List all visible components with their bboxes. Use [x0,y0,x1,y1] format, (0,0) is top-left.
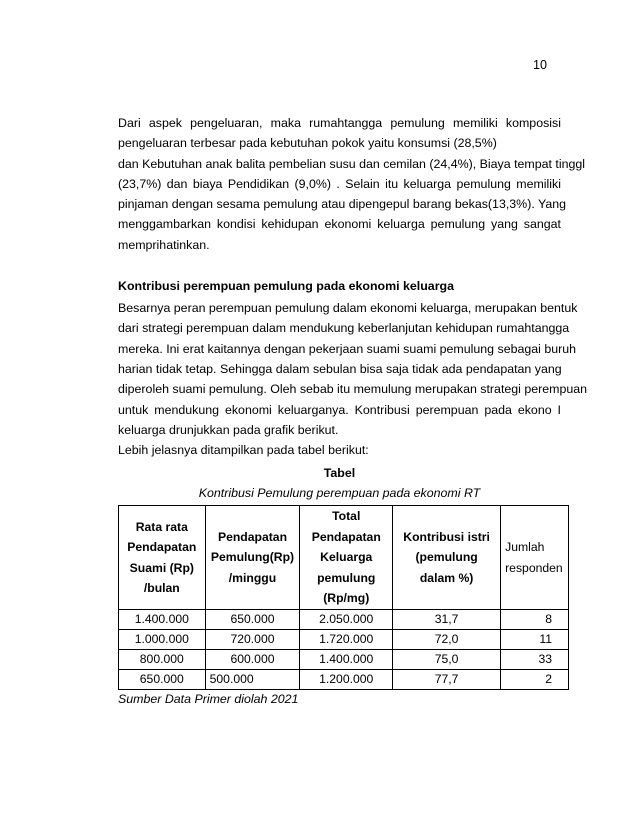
text-line: dan Kebutuhan anak balita pembelian susu dan cemilan (24,4%), Biaya tempat tinggl [118,156,586,171]
table-header-row [119,506,569,610]
table-row [119,669,569,689]
table-row [119,629,569,649]
header-husband-income: Rata rata Pendapatan Suami (Rp) /bulan [119,506,206,610]
text-line: Besarnya peran perempuan pemulung dalam ekonomi keluarga, merupakan bentuk [118,301,578,316]
table-cell: 1.400.000 [300,649,393,669]
table-cell: 1.000.000 [119,629,206,649]
table-cell: 33 [501,649,569,669]
table-cell: 2 [501,669,569,689]
table-title: Tabel [323,466,356,481]
table-cell: 600.000 [205,649,300,669]
table-cell: 1.720.000 [300,629,393,649]
table-cell: 72,0 [393,629,501,649]
contribution-table [118,505,569,690]
table-cell: 2.050.000 [300,609,393,629]
table-cell: 800.000 [119,649,206,669]
table-cell: 720.000 [205,629,300,649]
table-intro: Lebih jelasnya ditampilkan pada tabel berikut: [118,443,369,458]
text-line: menggambarkan kondisi kehidupan ekonomi keluarga pemulung yang sangat [118,217,561,232]
table-cell: 31,7 [393,609,501,629]
text-line: pengeluaran terbesar pada kebutuhan pokok yaitu konsumsi (28,5%) [118,136,497,151]
table-row [119,609,569,629]
table-cell: 1.400.000 [119,609,206,629]
section-heading: Kontribusi perempuan pemulung pada ekonomi keluarga [118,279,454,294]
text-line: (23,7%) dan biaya Pendidikan (9,0%) . Selain itu keluarga pemulung memiliki [118,176,561,191]
text-line: harian tidak tetap. Sehingga dalam sebulan bisa saja tidak ada pendapatan yang [118,361,562,376]
table-source-note: Sumber Data Primer diolah 2021 [118,691,299,706]
text-line: keluarga drunjukkan pada grafik berikut. [118,422,339,437]
document-body [118,113,588,708]
header-wife-contribution: Kontribusi istri (pemulung dalam %) [393,506,501,610]
text-line: untuk mendukung ekonomi keluarganya. Kontribusi perempuan pada ekono I [118,402,561,417]
table-cell: 77,7 [393,669,501,689]
header-total-income: Total Pendapatan Keluarga pemulung (Rp/mg) [300,506,393,610]
table-cell: 650.000 [205,609,300,629]
table-cell: 75,0 [393,649,501,669]
table-cell: 650.000 [119,669,206,689]
header-scavenger-income: Pendapatan Pemulung(Rp) /minggu [205,506,300,610]
table-cell: 11 [501,629,569,649]
text-line: diperoleh suami pemulung. Oleh sebab itu memulung merupakan strategi perempuan [118,382,588,397]
paragraph-contribution [118,298,588,440]
table-cell: 1.200.000 [300,669,393,689]
text-line: dari strategi perempuan dalam mendukung keberlanjutan kehidupan rumahtangga [118,321,570,336]
table-cell: 500.000 [205,669,300,689]
text-line: memprihatinkan. [118,237,210,252]
text-line: pinjaman dengan sesama pemulung atau dipengepul barang bekas(13,3%). Yang [118,197,566,212]
page-number: 10 [532,58,547,72]
text-line: Dari aspek pengeluaran, maka rumahtangga pemulung memiliki komposisi [118,116,561,130]
table-cell: 8 [501,609,569,629]
table-row [119,649,569,669]
header-respondents: Jumlah responden [501,506,569,610]
table-caption: Kontribusi Pemulung perempuan pada ekonomi RT [198,486,481,501]
text-line: mereka. Ini erat kaitannya dengan pekerjaan suami suami pemulung sebagai buruh [118,341,577,356]
paragraph-expenditure [118,113,586,255]
